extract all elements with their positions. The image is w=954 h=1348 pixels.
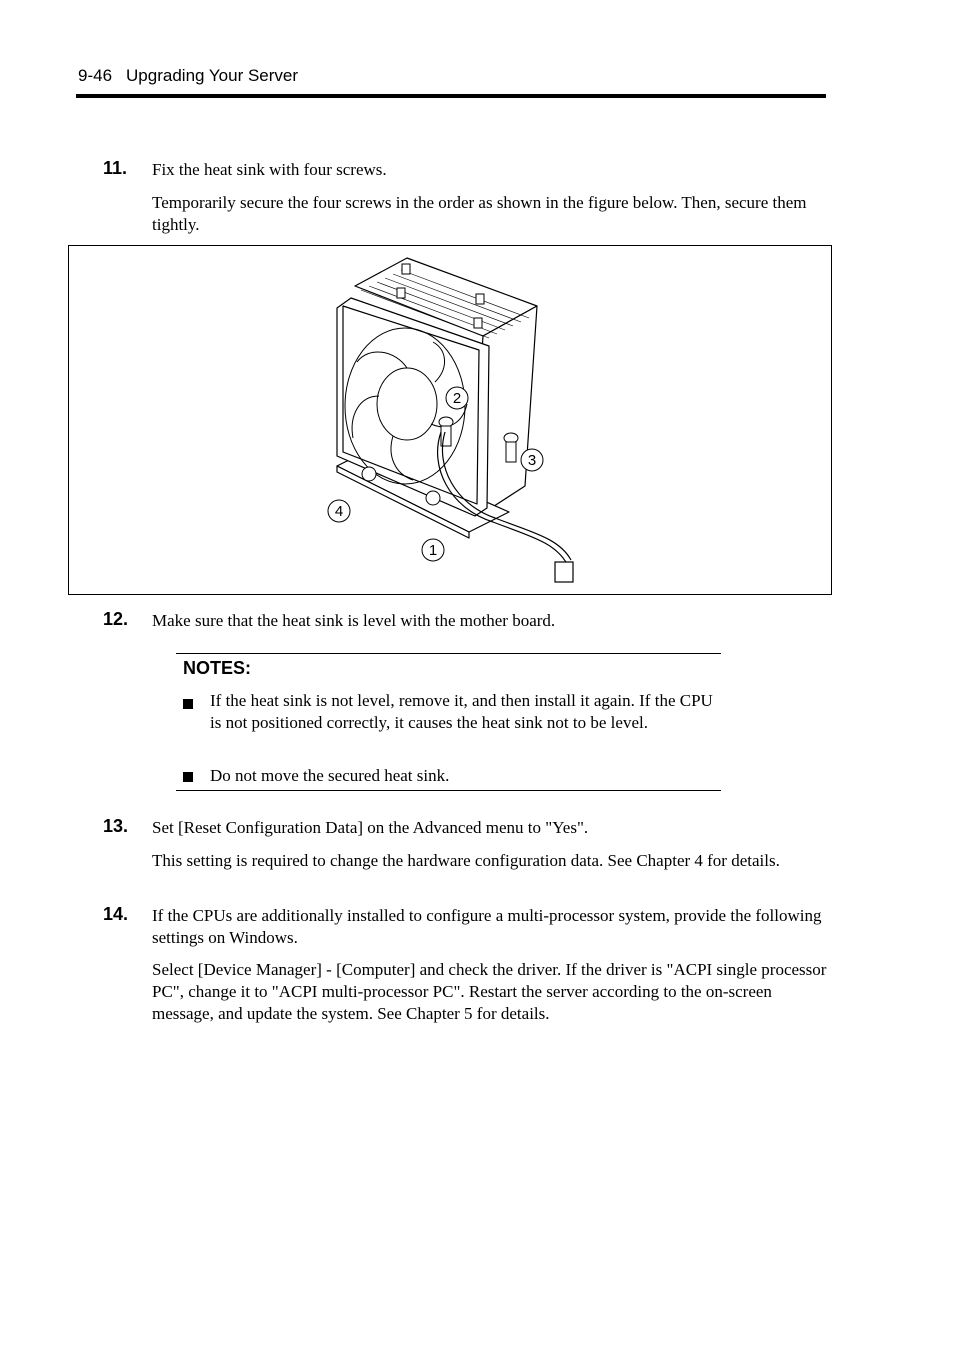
callout-3: 3 xyxy=(527,452,537,469)
step-title: Make sure that the heat sink is level with the mother board. xyxy=(152,611,556,630)
step-number: 14. xyxy=(103,904,129,924)
step-title: Set [Reset Configuration Data] on the Advanced menu to "Yes". xyxy=(152,818,589,837)
step-paragraph: Select [Device Manager] - [Computer] and check the driver. If the driver is "ACPI single processor PC", change it to "ACPI multi-processor PC". Restart the server according to the on-screen message, and update the system. See Chapter 5 for details. xyxy=(152,960,827,1023)
step-paragraph: Temporarily secure the four screws in the order as shown in the figure below. Then, secure them tightly. xyxy=(152,193,807,234)
notes-box xyxy=(176,653,721,791)
step-number: 11. xyxy=(103,158,128,178)
heat-sink-figure xyxy=(68,245,832,595)
step-number: 12. xyxy=(103,609,129,629)
section-title: Upgrading Your Server xyxy=(126,66,299,85)
step-paragraph: This setting is required to change the hardware configuration data. See Chapter 4 for details. xyxy=(152,851,780,870)
callout-1: 1 xyxy=(428,542,438,559)
note-item: If the heat sink is not level, remove it, and then install it again. If the CPU is not positioned correctly, it causes the heat sink not to be level. xyxy=(210,691,713,732)
bullet-icon xyxy=(183,772,193,782)
bullet-icon xyxy=(183,699,193,709)
note-item: Do not move the secured heat sink. xyxy=(210,766,450,785)
step-number: 13. xyxy=(103,816,129,836)
heat-sink-illustration xyxy=(69,246,833,596)
callout-2: 2 xyxy=(452,390,462,407)
page-number: 9-46 xyxy=(78,66,113,85)
step-title: Fix the heat sink with four screws. xyxy=(152,160,387,179)
callout-4: 4 xyxy=(334,503,344,520)
header-rule xyxy=(76,94,826,98)
notes-title: NOTES: xyxy=(183,658,252,678)
page-header xyxy=(78,66,298,86)
step-title: If the CPUs are additionally installed to configure a multi-processor system, provide the following settings on Windows. xyxy=(152,906,822,947)
